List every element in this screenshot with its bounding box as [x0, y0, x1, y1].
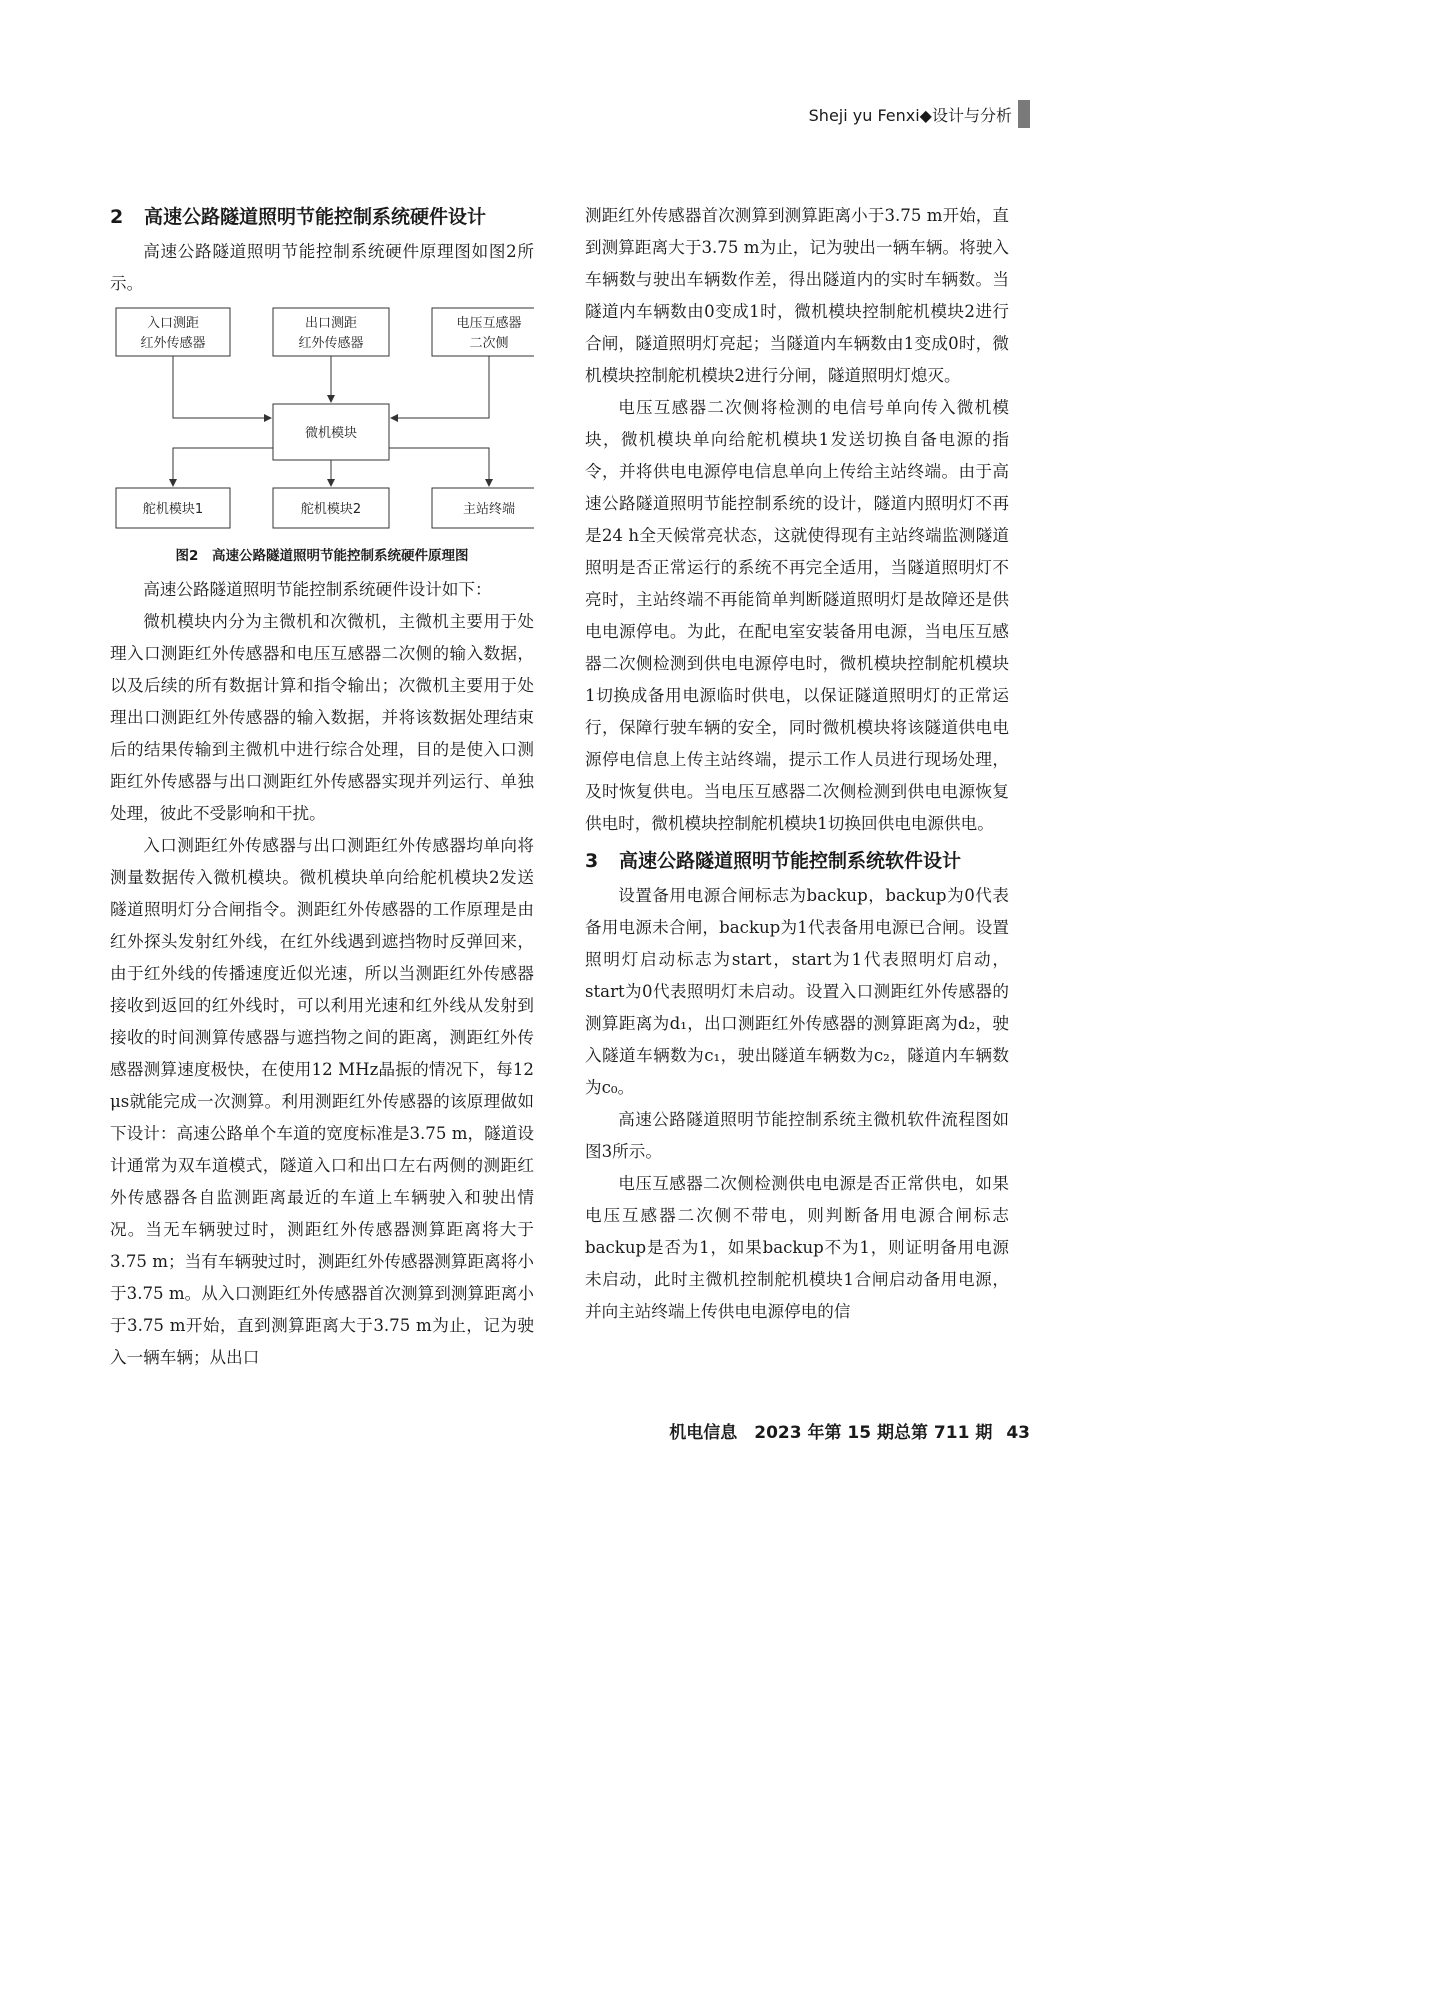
- section-title: 高速公路隧道照明节能控制系统软件设计: [619, 850, 962, 872]
- paragraph: 高速公路隧道照明节能控制系统主微机软件流程图如图3所示。: [585, 1110, 1009, 1161]
- entry-sensor-label-2: 红外传感器: [140, 336, 206, 351]
- exit-sensor-label-1: 出口测距: [304, 316, 358, 331]
- paragraph: 高速公路隧道照明节能控制系统硬件原理图如图2所示。: [110, 242, 534, 293]
- section-number: 2: [110, 206, 124, 228]
- servo2-label: 舵机模块2: [300, 502, 362, 517]
- arrow-mcu-to-servo1: [173, 448, 273, 486]
- arrow-voltage-to-mcu: [391, 356, 489, 418]
- running-header: [809, 100, 1030, 128]
- hardware-diagram: [110, 306, 534, 538]
- paragraph: 入口测距红外传感器与出口测距红外传感器均单向将测量数据传入微机模块。微机模块单向给舵机模块2发送隧道照明灯分合闸指令。测距红外传感器的工作原理是由红外探头发射红外线，在红外线遇到遮挡物时反弹回来，由于红外线的传播速度近似光速，所以当测距红外传感器接收到返回的红外线时，可以利用光速和红外线从发射到接收的时间测算传感器与遮挡物之间的距离，测距红外传感器测算速度极快，在使用12 MHz晶振的情况下，每12 μs就能完成一次测算。利用测距红外传感器的该原理做如下设计：高速公路单个车道的宽度标准是3.75 m，隧道设计通常为双车道模式，隧道入口和出口左右两侧的测距红外传感器各自监测距离最近的车道上车辆驶入和驶出情况。当无车辆驶过时，测距红外传感器测算距离将大于3.75 m；当有车辆驶过时，测距红外传感器测算距离将小于3.75 m。从入口测距红外传感器首次测算到测算距离小于3.75 m开始，直到测算距离大于3.75 m为止，记为驶入一辆车辆；从出口: [110, 836, 534, 1367]
- section-2-heading: [110, 200, 534, 234]
- entry-sensor-label-1: 入口测距: [146, 316, 200, 331]
- voltage-label-1: 电压互感器: [456, 316, 522, 331]
- mcu-label: 微机模块: [304, 426, 358, 441]
- paragraph: 电压互感器二次侧将检测的电信号单向传入微机模块，微机模块单向给舵机模块1发送切换自备电源的指令，并将供电电源停电信息单向上传给主站终端。由于高速公路隧道照明节能控制系统的设计，隧道内照明灯不再是24 h全天候常亮状态，这就使得现有主站终端监测隧道照明是否正常运行的系统不再完全适用，当隧道照明灯不亮时，主站终端不再能简单判断隧道照明灯是故障还是供电电源停电。为此，在配电室安装备用电源，当电压互感器二次侧检测到供电电源停电时，微机模块控制舵机模块1切换成备用电源临时供电，以保证隧道照明灯的正常运行，保障行驶车辆的安全，同时微机模块将该隧道供电电源停电信息上传主站终端，提示工作人员进行现场处理，及时恢复供电。当电压互感器二次侧检测到供电电源恢复供电时，微机模块控制舵机模块1切换回供电电源供电。: [585, 398, 1009, 833]
- master-terminal-label: 主站终端: [462, 502, 516, 517]
- paragraph: 高速公路隧道照明节能控制系统硬件设计如下：: [143, 580, 492, 599]
- paragraph: 测距红外传感器首次测算到测算距离小于3.75 m开始，直到测算距离大于3.75 m为止，记为驶出一辆车辆。将驶入车辆数与驶出车辆数作差，得出隧道内的实时车辆数。当隧道内车辆数由0变成1时，微机模块控制舵机模块2进行合闸，隧道照明灯亮起；当隧道内车辆数由1变成0时，微机模块控制舵机模块2进行分闸，隧道照明灯熄灭。: [585, 206, 1009, 385]
- paragraph: 设置备用电源合闸标志为backup，backup为0代表备用电源未合闸，backup为1代表备用电源已合闸。设置照明灯启动标志为start，start为1代表照明灯启动，start为0代表照明灯未启动。设置入口测距红外传感器的测算距离为d₁，出口测距红外传感器的测算距离为d₂，驶入隧道车辆数为c₁，驶出隧道车辆数为c₂，隧道内车辆数为c₀。: [585, 886, 1009, 1097]
- arrow-mcu-to-master: [389, 448, 489, 486]
- journal-issue: 机电信息 2023 年第 15 期总第 711 期: [669, 1423, 993, 1443]
- section-title: 高速公路隧道照明节能控制系统硬件设计: [144, 206, 487, 228]
- paragraph: 电压互感器二次侧检测供电电源是否正常供电，如果电压互感器二次侧不带电，则判断备用电源合闸标志backup是否为1，如果backup不为1，则证明备用电源未启动，此时主微机控制舵机模块1合闸启动备用电源，并向主站终端上传供电电源停电的信: [585, 1174, 1009, 1321]
- arrow-entry-to-mcu: [173, 356, 271, 418]
- paragraph: 微机模块内分为主微机和次微机，主微机主要用于处理入口测距红外传感器和电压互感器二次侧的输入数据，以及后续的所有数据计算和指令输出；次微机主要用于处理出口测距红外传感器的输入数据，并将该数据处理结束后的结果传输到主微机中进行综合处理，目的是使入口测距红外传感器与出口测距红外传感器实现并列运行、单独处理，彼此不受影响和干扰。: [110, 612, 534, 823]
- servo1-label: 舵机模块1: [142, 502, 204, 517]
- page-footer: [669, 1418, 1030, 1443]
- figure-caption: 图2 高速公路隧道照明节能控制系统硬件原理图: [175, 548, 469, 564]
- figure-2: [110, 306, 534, 538]
- right-column: [585, 200, 1009, 1328]
- voltage-label-2: 二次侧: [469, 336, 509, 351]
- header-bar: [1018, 100, 1030, 128]
- section-3-heading: [585, 844, 1009, 878]
- left-column: [110, 200, 534, 1374]
- running-header-text: Sheji yu Fenxi◆设计与分析: [808, 105, 1012, 125]
- exit-sensor-label-2: 红外传感器: [298, 336, 364, 351]
- section-number: 3: [585, 850, 599, 872]
- page-number: 43: [1006, 1423, 1030, 1443]
